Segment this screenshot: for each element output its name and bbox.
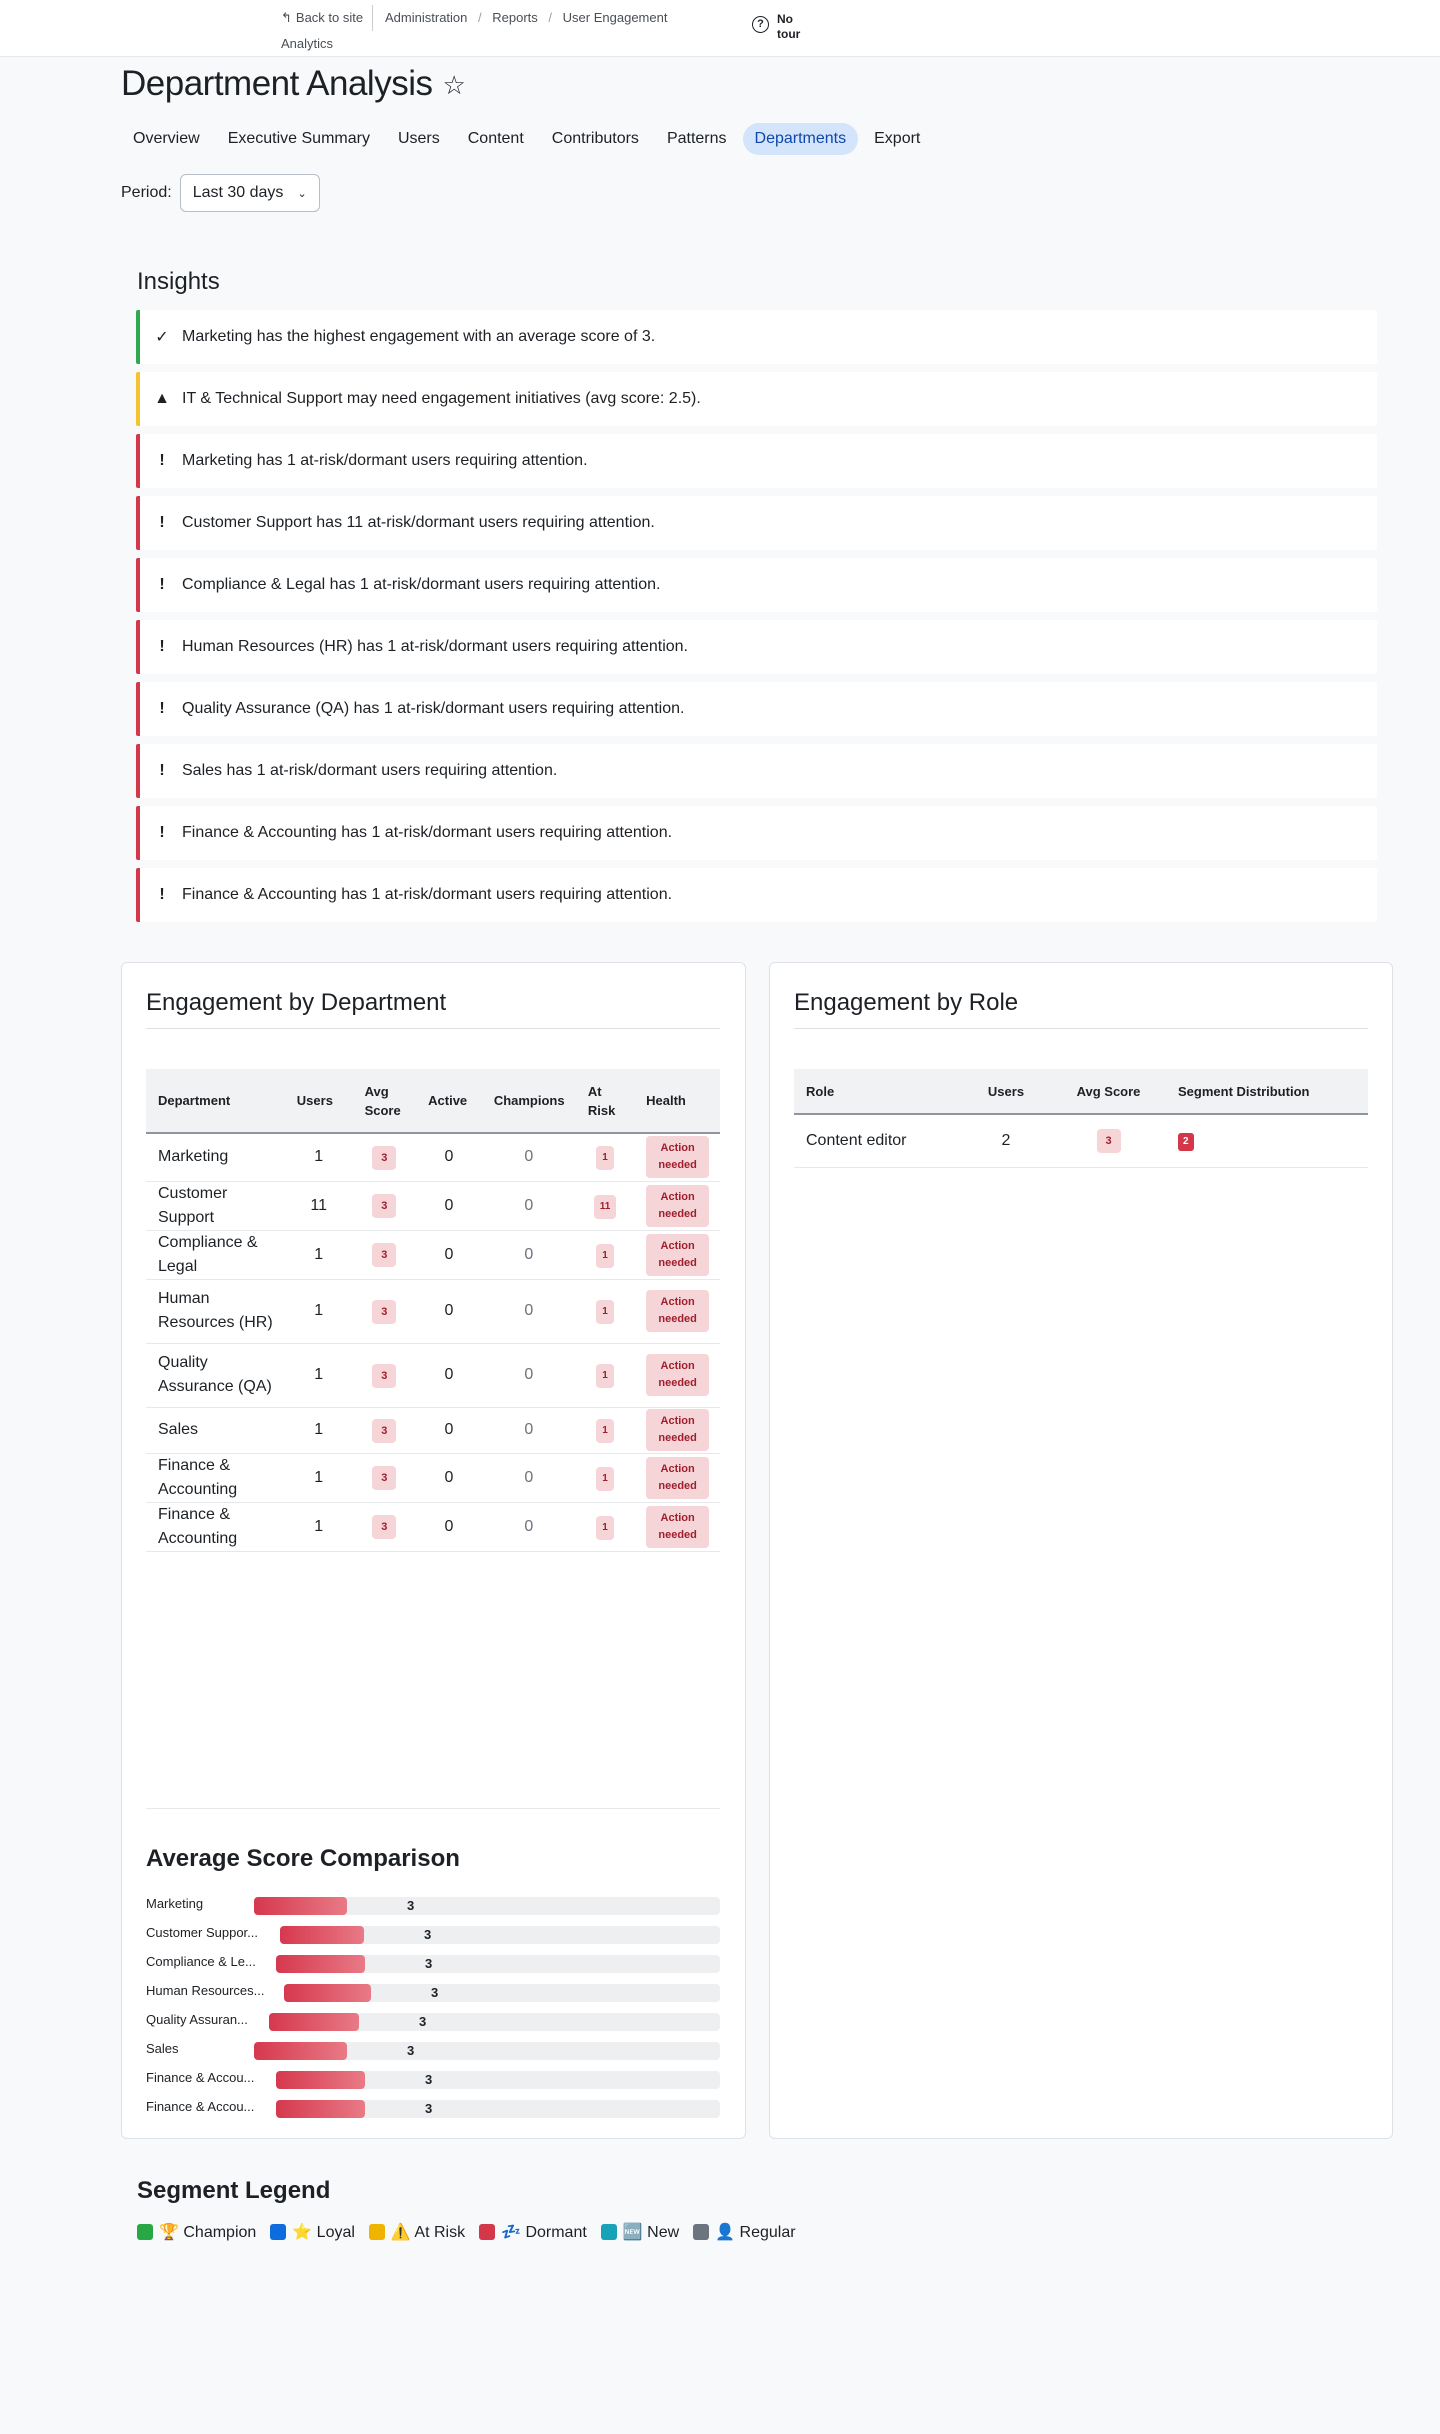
exclamation-icon: ! (159, 576, 165, 593)
avg-score-cell (353, 1407, 417, 1453)
legend-swatch (693, 2224, 709, 2240)
insights-list (136, 310, 1377, 930)
insight-text: Customer Support has 11 at-risk/dormant users requiring attention. (182, 514, 655, 531)
average-score-heading: Average Score Comparison (146, 1845, 460, 1872)
col-health[interactable]: Health (634, 1069, 720, 1133)
exclamation-icon: ! (159, 762, 165, 779)
role-card-title: Engagement by Role (794, 989, 1019, 1016)
insight-alert (136, 434, 1377, 488)
bar-label: Sales (146, 2041, 179, 2056)
health-cell (634, 1407, 720, 1453)
at-risk-cell (576, 1230, 634, 1279)
health-badge: Action needed (646, 1409, 709, 1451)
avg-score-badge: 3 (372, 1364, 396, 1388)
tab-patterns[interactable]: Patterns (666, 130, 727, 147)
bar-value: 3 (407, 1898, 415, 1913)
help-icon: ? (752, 16, 769, 33)
department-active: 0 (416, 1502, 482, 1551)
department-name: Finance & Accounting (146, 1502, 285, 1551)
health-badge: Action needed (646, 1506, 709, 1548)
legend-label: 🆕 New (622, 2224, 680, 2241)
segment-legend (137, 2222, 796, 2242)
tab-users[interactable]: Users (397, 130, 440, 147)
avg-score-badge: 3 (372, 1419, 396, 1443)
top-bar (0, 0, 1440, 57)
avg-score-badge: 3 (372, 1146, 396, 1170)
avg-score-cell (353, 1343, 417, 1407)
bar-track (276, 2071, 720, 2089)
department-users: 1 (285, 1407, 353, 1453)
bar-track (280, 1926, 720, 1944)
department-users: 1 (285, 1453, 353, 1502)
breadcrumb-separator: / (478, 10, 482, 25)
bar-label: Human Resources... (146, 1983, 265, 1998)
page-title: Department Analysis ☆ (121, 64, 466, 103)
col-champions[interactable]: Champions (482, 1069, 576, 1133)
col-department[interactable]: Department (146, 1069, 285, 1133)
health-cell (634, 1453, 720, 1502)
legend-swatch (137, 2224, 153, 2240)
at-risk-cell (576, 1279, 634, 1343)
bar-row (146, 2036, 720, 2065)
avg-score-cell (353, 1279, 417, 1343)
col-users[interactable]: Users (285, 1069, 353, 1133)
legend-swatch (479, 2224, 495, 2240)
exclamation-icon: ! (159, 452, 165, 469)
at-risk-badge: 1 (596, 1516, 614, 1540)
legend-item (270, 2222, 355, 2242)
table-row (146, 1407, 720, 1453)
avg-score-cell (353, 1230, 417, 1279)
bar-label: Finance & Accou... (146, 2070, 255, 2085)
legend-item (369, 2222, 465, 2242)
col-segment-distribution[interactable]: Segment Distribution (1166, 1069, 1368, 1114)
exclamation-icon: ! (159, 514, 165, 531)
bar-row (146, 1949, 720, 1978)
legend-swatch (369, 2224, 385, 2240)
insights-heading: Insights (137, 268, 220, 295)
tab-overview[interactable]: Overview (133, 130, 200, 147)
department-users: 1 (285, 1343, 353, 1407)
legend-item (601, 2222, 679, 2242)
avg-score-cell (353, 1133, 417, 1181)
avg-score-cell (353, 1453, 417, 1502)
avg-score-badge: 3 (372, 1243, 396, 1267)
check-icon: ✓ (155, 329, 169, 346)
health-badge: Action needed (646, 1234, 709, 1276)
insight-alert (136, 496, 1377, 550)
at-risk-cell (576, 1407, 634, 1453)
exclamation-icon: ! (159, 886, 165, 903)
tab-contributors[interactable]: Contributors (551, 130, 639, 147)
bar-value: 3 (431, 1985, 439, 2000)
bar-label: Compliance & Le... (146, 1954, 256, 1969)
department-active: 0 (416, 1181, 482, 1230)
avg-score-cell (353, 1181, 417, 1230)
bar-fill (284, 1984, 371, 2002)
department-name: Sales (146, 1407, 285, 1453)
breadcrumb-administration[interactable]: Administration (385, 10, 468, 25)
period-label: Period: (121, 184, 172, 201)
health-cell (634, 1133, 720, 1181)
health-badge: Action needed (646, 1185, 709, 1227)
insight-alert (136, 310, 1377, 364)
tab-content[interactable]: Content (467, 130, 524, 147)
tour-button[interactable] (752, 12, 800, 42)
department-champions: 0 (482, 1181, 576, 1230)
at-risk-badge: 1 (596, 1146, 614, 1170)
bar-row (146, 2065, 720, 2094)
department-users: 1 (285, 1133, 353, 1181)
department-table (146, 1069, 720, 1552)
at-risk-cell (576, 1181, 634, 1230)
breadcrumb (281, 5, 701, 57)
bar-fill (280, 1926, 364, 1944)
tab-executive-summary[interactable]: Executive Summary (227, 130, 370, 147)
legend-label: 👤 Regular (715, 2224, 796, 2241)
department-name: Quality Assurance (QA) (146, 1343, 285, 1407)
bar-value: 3 (424, 1927, 432, 1942)
back-arrow-icon: ↰ (281, 10, 292, 25)
at-risk-cell (576, 1133, 634, 1181)
segment-badge-dormant[interactable]: 2 (1178, 1133, 1194, 1151)
department-users: 1 (285, 1230, 353, 1279)
chevron-down-icon: ⌄ (297, 187, 307, 200)
insight-alert (136, 372, 1377, 426)
avg-score-badge: 3 (1097, 1129, 1121, 1153)
insight-alert (136, 682, 1377, 736)
health-badge: Action needed (646, 1136, 709, 1178)
bar-fill (254, 2042, 347, 2060)
legend-swatch (270, 2224, 286, 2240)
col-avg-score[interactable]: Avg Score (353, 1069, 417, 1133)
at-risk-cell (576, 1343, 634, 1407)
department-champions: 0 (482, 1230, 576, 1279)
insight-text: Marketing has the highest engagement with an average score of 3. (182, 328, 656, 345)
department-name: Customer Support (146, 1181, 285, 1230)
department-name: Finance & Accounting (146, 1453, 285, 1502)
tab-export[interactable]: Export (874, 130, 921, 147)
col-avg-score[interactable]: Avg Score (1051, 1069, 1166, 1114)
avg-score-badge: 3 (372, 1515, 396, 1539)
engagement-by-department-card (121, 962, 746, 2139)
bar-track (254, 2042, 720, 2060)
col-at-risk[interactable]: At Risk (576, 1069, 634, 1133)
bar-fill (276, 2071, 365, 2089)
bar-row (146, 1978, 720, 2007)
exclamation-icon: ! (159, 638, 165, 655)
card-divider (146, 1028, 720, 1029)
breadcrumb-reports[interactable]: Reports (492, 10, 538, 25)
department-champions: 0 (482, 1279, 576, 1343)
engagement-by-role-card (769, 962, 1393, 2139)
avg-score-cell (353, 1502, 417, 1551)
table-row (146, 1343, 720, 1407)
bar-row (146, 2007, 720, 2036)
bar-track (276, 2100, 720, 2118)
bar-row (146, 1920, 720, 1949)
department-name: Human Resources (HR) (146, 1279, 285, 1343)
department-active: 0 (416, 1133, 482, 1181)
table-row (146, 1502, 720, 1551)
insight-text: Marketing has 1 at-risk/dormant users requiring attention. (182, 452, 588, 469)
breadcrumb-user-engagement[interactable]: User Engagement (562, 10, 668, 25)
bar-label: Marketing (146, 1896, 204, 1911)
at-risk-cell (576, 1453, 634, 1502)
insight-text: Sales has 1 at-risk/dormant users requiring attention. (182, 762, 558, 779)
insight-alert (136, 744, 1377, 798)
department-card-title: Engagement by Department (146, 989, 447, 1016)
bar-fill (254, 1897, 347, 1915)
bar-row (146, 2094, 720, 2123)
col-users[interactable]: Users (961, 1069, 1051, 1114)
at-risk-badge: 11 (594, 1195, 617, 1219)
period-select[interactable]: Last 30 days ⌄ (180, 174, 320, 212)
health-cell (634, 1502, 720, 1551)
table-row (146, 1453, 720, 1502)
exclamation-icon: ! (159, 700, 165, 717)
insight-alert (136, 868, 1377, 922)
department-name: Marketing (146, 1133, 285, 1181)
department-active: 0 (416, 1279, 482, 1343)
table-row (146, 1279, 720, 1343)
bar-row (146, 1891, 720, 1920)
legend-item (693, 2222, 795, 2242)
exclamation-icon: ! (159, 824, 165, 841)
department-users: 11 (285, 1181, 353, 1230)
insight-text: Compliance & Legal has 1 at-risk/dormant users requiring attention. (182, 576, 661, 593)
legend-swatch (601, 2224, 617, 2240)
breadcrumb-analytics[interactable]: Analytics (281, 36, 334, 51)
department-name: Compliance & Legal (146, 1230, 285, 1279)
health-badge: Action needed (646, 1290, 709, 1332)
bar-track (269, 2013, 720, 2031)
bar-fill (276, 1955, 365, 1973)
bar-track (284, 1984, 720, 2002)
department-champions: 0 (482, 1502, 576, 1551)
insight-alert (136, 620, 1377, 674)
health-cell (634, 1343, 720, 1407)
legend-label: 💤 Dormant (501, 2224, 587, 2241)
department-active: 0 (416, 1230, 482, 1279)
insight-text: Finance & Accounting has 1 at-risk/dormant users requiring attention. (182, 886, 673, 903)
department-active: 0 (416, 1407, 482, 1453)
legend-item (137, 2222, 256, 2242)
table-row (146, 1133, 720, 1181)
insight-text: Finance & Accounting has 1 at-risk/dormant users requiring attention. (182, 824, 673, 841)
role-name: Content editor (794, 1114, 961, 1167)
bar-track (276, 1955, 720, 1973)
at-risk-badge: 1 (596, 1364, 614, 1388)
tab-bar (121, 123, 932, 155)
star-icon[interactable]: ☆ (442, 70, 466, 100)
at-risk-badge: 1 (596, 1244, 614, 1268)
warning-icon: ▲ (154, 390, 170, 407)
legend-label: 🏆 Champion (159, 2224, 257, 2241)
bar-value: 3 (425, 2101, 433, 2116)
department-users: 1 (285, 1279, 353, 1343)
health-cell (634, 1230, 720, 1279)
section-divider (146, 1808, 720, 1809)
health-badge: Action needed (646, 1354, 709, 1396)
col-active[interactable]: Active (416, 1069, 482, 1133)
legend-label: ⚠️ At Risk (390, 2224, 466, 2241)
average-score-chart (146, 1891, 720, 2123)
bar-label: Customer Suppor... (146, 1925, 258, 1940)
role-table (794, 1069, 1368, 1168)
table-row (146, 1181, 720, 1230)
insight-alert (136, 806, 1377, 860)
bar-value: 3 (419, 2014, 427, 2029)
table-header-row (794, 1069, 1368, 1114)
at-risk-badge: 1 (596, 1300, 614, 1324)
avg-score-badge: 3 (372, 1194, 396, 1218)
col-role[interactable]: Role (794, 1069, 961, 1114)
breadcrumb-separator: / (548, 10, 553, 25)
department-users: 1 (285, 1502, 353, 1551)
avg-score-badge: 3 (372, 1300, 396, 1324)
at-risk-cell (576, 1502, 634, 1551)
health-cell (634, 1279, 720, 1343)
insight-text: IT & Technical Support may need engagement initiatives (avg score: 2.5). (182, 390, 701, 407)
back-to-site-link[interactable]: ↰ Back to site (281, 5, 373, 31)
bar-value: 3 (425, 2072, 433, 2087)
department-active: 0 (416, 1343, 482, 1407)
department-champions: 0 (482, 1133, 576, 1181)
legend-item (479, 2222, 587, 2242)
bar-label: Finance & Accou... (146, 2099, 255, 2114)
bar-track (254, 1897, 720, 1915)
insight-text: Quality Assurance (QA) has 1 at-risk/dormant users requiring attention. (182, 700, 685, 717)
department-champions: 0 (482, 1407, 576, 1453)
card-divider (794, 1028, 1368, 1029)
bar-fill (269, 2013, 359, 2031)
period-filter (121, 174, 320, 212)
health-cell (634, 1181, 720, 1230)
bar-label: Quality Assuran... (146, 2012, 248, 2027)
department-champions: 0 (482, 1453, 576, 1502)
tour-label: No tour (777, 12, 801, 41)
legend-label: ⭐ Loyal (292, 2224, 355, 2241)
at-risk-badge: 1 (596, 1467, 614, 1491)
at-risk-badge: 1 (596, 1419, 614, 1443)
insight-alert (136, 558, 1377, 612)
department-champions: 0 (482, 1343, 576, 1407)
bar-value: 3 (425, 1956, 433, 1971)
bar-fill (276, 2100, 365, 2118)
segment-legend-heading: Segment Legend (137, 2177, 331, 2204)
role-users: 2 (961, 1114, 1051, 1167)
health-badge: Action needed (646, 1457, 709, 1499)
department-active: 0 (416, 1453, 482, 1502)
table-row (146, 1230, 720, 1279)
table-header-row (146, 1069, 720, 1133)
bar-value: 3 (407, 2043, 415, 2058)
avg-score-badge: 3 (372, 1466, 396, 1490)
tab-departments[interactable]: Departments (743, 123, 859, 155)
insight-text: Human Resources (HR) has 1 at-risk/dormant users requiring attention. (182, 638, 688, 655)
table-row (794, 1114, 1368, 1167)
